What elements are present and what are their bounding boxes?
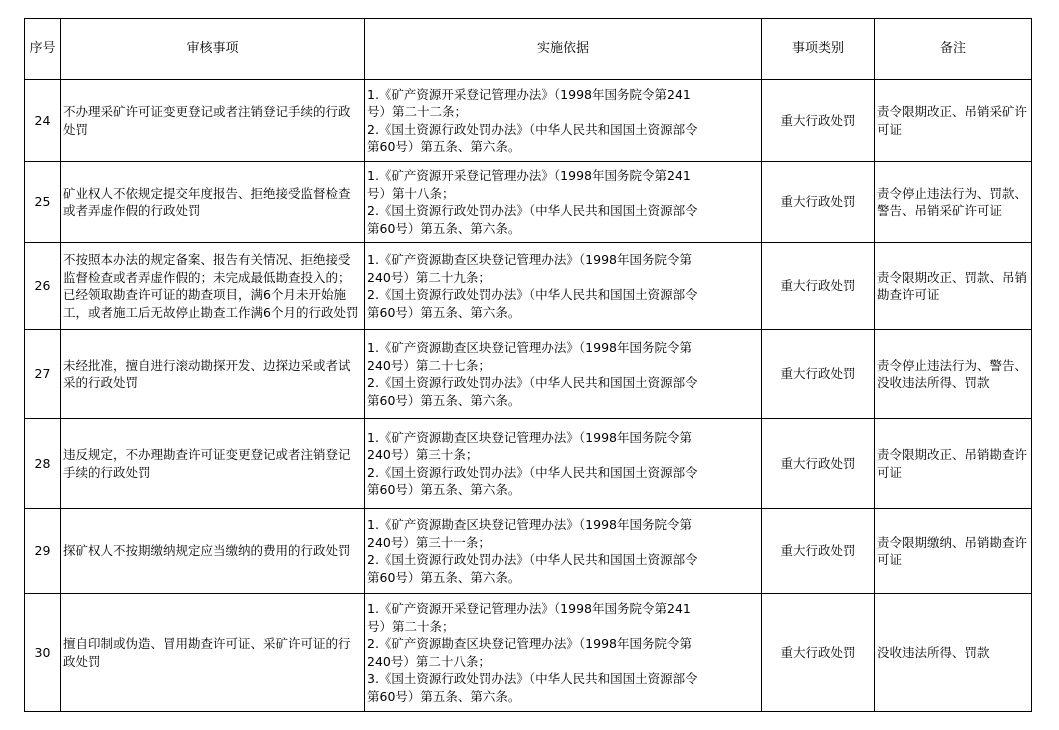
basis-line: 2.《国土资源行政处罚办法》（中华人民共和国国土资源部令 — [367, 375, 698, 390]
basis-line: 1.《矿产资源开采登记管理办法》（1998年国务院令第241 — [367, 601, 691, 616]
basis-line: 2.《国土资源行政处罚办法》（中华人民共和国国土资源部令 — [367, 552, 698, 567]
legal-basis — [365, 509, 762, 594]
row-number: 25 — [25, 162, 61, 243]
legal-basis — [365, 162, 762, 243]
basis-line: 号）第十八条； — [367, 185, 455, 201]
basis-line: 第60号）第五条、第六条。 — [367, 569, 521, 585]
basis-line: 第60号）第五条、第六条。 — [367, 220, 521, 236]
header-num: 序号 — [25, 19, 61, 80]
table-row — [25, 419, 1032, 509]
basis-line: 1.《矿产资源勘查区块登记管理办法》（1998年国务院令第 — [367, 517, 692, 532]
legal-basis — [365, 594, 762, 712]
remark: 责令限期改正、吊销勘查许可证 — [875, 419, 1032, 509]
table-row — [25, 330, 1032, 419]
item-category: 重大行政处罚 — [762, 509, 875, 594]
header-row — [25, 19, 1032, 80]
review-item: 不按照本办法的规定备案、报告有关情况、拒绝接受监督检查或者弄虚作假的；未完成最低勘查投入的；已经领取勘查许可证的勘查项目，满6个月未开始施工，或者施工后无故停止勘查工作满6个月的行政处罚 — [61, 243, 365, 330]
basis-line: 1.《矿产资源勘查区块登记管理办法》（1998年国务院令第 — [367, 340, 692, 355]
remark: 责令限期改正、罚款、吊销勘查许可证 — [875, 243, 1032, 330]
item-category: 重大行政处罚 — [762, 330, 875, 419]
row-number: 30 — [25, 594, 61, 712]
remark: 责令限期缴纳、吊销勘查许可证 — [875, 509, 1032, 594]
basis-line: 1.《矿产资源勘查区块登记管理办法》（1998年国务院令第 — [367, 429, 692, 445]
penalty-table — [24, 18, 1032, 712]
basis-line: 240号）第三十条； — [367, 447, 479, 462]
table-row — [25, 509, 1032, 594]
basis-line: 第60号）第五条、第六条。 — [367, 139, 521, 154]
basis-line: 1.《矿产资源开采登记管理办法》（1998年国务院令第241 — [367, 168, 691, 183]
basis-line: 第60号）第五条、第六条。 — [367, 304, 521, 320]
remark: 没收违法所得、罚款 — [875, 594, 1032, 712]
basis-line: 240号）第三十一条； — [367, 534, 491, 550]
item-category: 重大行政处罚 — [762, 243, 875, 330]
row-number: 28 — [25, 419, 61, 509]
review-item: 不办理采矿许可证变更登记或者注销登记手续的行政处罚 — [61, 80, 365, 162]
row-number: 26 — [25, 243, 61, 330]
legal-basis — [365, 80, 762, 162]
basis-line: 2.《国土资源行政处罚办法》（中华人民共和国国土资源部令 — [367, 464, 698, 480]
row-number: 27 — [25, 330, 61, 419]
review-item: 探矿权人不按期缴纳规定应当缴纳的费用的行政处罚 — [61, 509, 365, 594]
review-item: 矿业权人不依规定提交年度报告、拒绝接受监督检查或者弄虚作假的行政处罚 — [61, 162, 365, 243]
row-number: 29 — [25, 509, 61, 594]
basis-line: 3.《国土资源行政处罚办法》（中华人民共和国国土资源部令 — [367, 671, 698, 686]
legal-basis — [365, 419, 762, 509]
header-category: 事项类别 — [762, 19, 875, 80]
basis-line: 第60号）第五条、第六条。 — [367, 482, 521, 497]
basis-line: 第60号）第五条、第六条。 — [367, 688, 521, 704]
legal-basis — [365, 243, 762, 330]
basis-line: 240号）第二十八条； — [367, 653, 491, 669]
item-category: 重大行政处罚 — [762, 419, 875, 509]
remark: 责令停止违法行为、罚款、警告、吊销采矿许可证 — [875, 162, 1032, 243]
basis-line: 2.《国土资源行政处罚办法》（中华人民共和国国土资源部令 — [367, 287, 698, 302]
basis-line: 号）第二十条； — [367, 618, 455, 634]
row-number: 24 — [25, 80, 61, 162]
basis-line: 1.《矿产资源开采登记管理办法》（1998年国务院令第241 — [367, 86, 691, 102]
table-row — [25, 162, 1032, 243]
basis-line: 号）第二十二条； — [367, 104, 468, 119]
basis-line: 2.《矿产资源勘查区块登记管理办法》（1998年国务院令第 — [367, 636, 692, 651]
table-row — [25, 243, 1032, 330]
item-category: 重大行政处罚 — [762, 162, 875, 243]
table-row — [25, 80, 1032, 162]
item-category: 重大行政处罚 — [762, 80, 875, 162]
header-remark: 备注 — [875, 19, 1032, 80]
basis-line: 240号）第二十九条； — [367, 269, 491, 285]
review-item: 擅自印制或伪造、冒用勘查许可证、采矿许可证的行政处罚 — [61, 594, 365, 712]
basis-line: 2.《国土资源行政处罚办法》（中华人民共和国国土资源部令 — [367, 203, 698, 218]
basis-line: 第60号）第五条、第六条。 — [367, 392, 521, 408]
header-item: 审核事项 — [61, 19, 365, 80]
review-item: 未经批准，擅自进行滚动勘探开发、边探边采或者试采的行政处罚 — [61, 330, 365, 419]
basis-line: 2.《国土资源行政处罚办法》（中华人民共和国国土资源部令 — [367, 121, 698, 137]
table-row — [25, 594, 1032, 712]
legal-basis — [365, 330, 762, 419]
remark: 责令限期改正、吊销采矿许可证 — [875, 80, 1032, 162]
review-item: 违反规定，不办理勘查许可证变更登记或者注销登记手续的行政处罚 — [61, 419, 365, 509]
basis-line: 240号）第二十七条； — [367, 357, 491, 373]
header-basis: 实施依据 — [365, 19, 762, 80]
item-category: 重大行政处罚 — [762, 594, 875, 712]
remark: 责令停止违法行为、警告、没收违法所得、罚款 — [875, 330, 1032, 419]
basis-line: 1.《矿产资源勘查区块登记管理办法》（1998年国务院令第 — [367, 252, 692, 267]
